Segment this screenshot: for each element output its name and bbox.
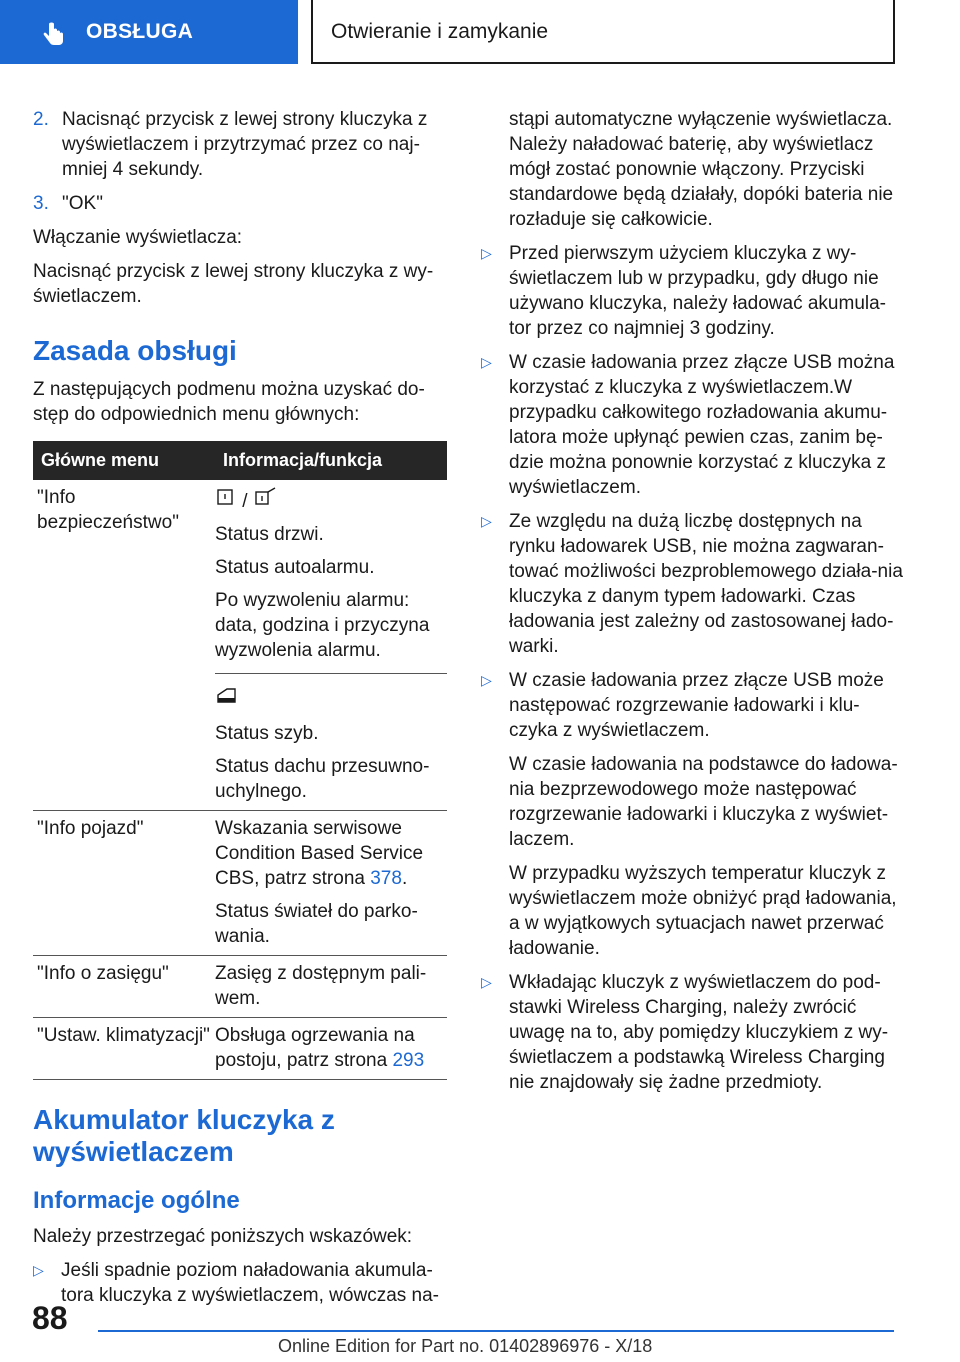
heading-battery: Akumulator kluczyka z wyświetlaczem bbox=[33, 1104, 335, 1167]
function-text: Zasięg z dostępnym pali-wem. bbox=[215, 963, 427, 1009]
step-number: 3. bbox=[33, 193, 49, 214]
window-icon bbox=[215, 686, 239, 706]
window-icon-line bbox=[215, 686, 447, 713]
table-row bbox=[33, 1018, 447, 1080]
bullet-text: Jeśli spadnie poziom naładowania akumula-tora kluczyka z wyświetlaczem, wówczas na- bbox=[61, 1260, 439, 1306]
menu-table bbox=[33, 441, 447, 1080]
general-text: Należy przestrzegać poniższych wskazówek: bbox=[33, 1226, 413, 1247]
table-row bbox=[33, 811, 447, 956]
bullet-text: W czasie ładowania przez złącze USB można korzystać z kluczyka z wyświetlaczem.W przypadku całkowitego rozładowania akumu-latora może upłynąć pewien czas, zanim bę-dzie można ponownie korzystać z kluczyka z wyświetlaczem. bbox=[509, 352, 895, 498]
function-text: Status dachu przesuwno-uchylnego. bbox=[215, 756, 430, 802]
function-text: Status świateł do parko-wania. bbox=[215, 901, 418, 947]
hand-pointer-icon bbox=[40, 22, 66, 48]
chapter-header bbox=[311, 0, 895, 64]
bullet-item bbox=[481, 970, 904, 1095]
bullet-triangle-icon: ▷ bbox=[481, 245, 492, 261]
bullet-item bbox=[33, 1258, 447, 1308]
table-row bbox=[33, 956, 447, 1018]
function-text: Status drzwi. bbox=[215, 524, 324, 545]
bullet-triangle-icon: ▷ bbox=[481, 672, 492, 688]
step-text: Nacisnąć przycisk z lewej strony kluczyka z wyświetlaczem i przytrzymać przez co naj-mniej 4 sekundy. bbox=[62, 109, 428, 180]
function-text: Status autoalarmu. bbox=[215, 557, 375, 578]
function-cell bbox=[215, 1018, 447, 1080]
table-row bbox=[33, 480, 447, 811]
bullet-item bbox=[481, 668, 904, 961]
menu-cell: "Info bezpieczeństwo" bbox=[33, 480, 215, 811]
door-closed-icon bbox=[215, 487, 237, 507]
edition-text: Online Edition for Part no. 01402896976 - X/18 bbox=[278, 1336, 653, 1356]
bullet-item bbox=[481, 241, 904, 341]
bullet-text: Przed pierwszym użyciem kluczyka z wy-świetlaczem lub w przypadku, gdy długo nie używano kluczyka, należy ładować akumula-tor przez co najmniej 3 godziny. bbox=[509, 243, 887, 339]
switch-on-text: Nacisnąć przycisk z lewej strony kluczyka z wy-świetlaczem. bbox=[33, 261, 434, 307]
bullet-text: W czasie ładowania przez złącze USB może następować rozgrzewanie ładowarki i klu-czyka z wyświetlaczem. bbox=[509, 670, 884, 741]
bullet-item bbox=[481, 509, 904, 659]
function-text: Status szyb. bbox=[215, 723, 319, 744]
menu-cell: "Ustaw. klimatyzacji" bbox=[33, 1018, 215, 1080]
bullet-triangle-icon: ▷ bbox=[481, 354, 492, 370]
function-cell bbox=[215, 480, 447, 811]
function-text: Wskazania serwisowe Condition Based Service CBS, patrz strona 378. bbox=[215, 818, 424, 889]
bullet-text: W przypadku wyższych temperatur kluczyk z wyświetlaczem może obniżyć prąd ładowania, a w wyjątkowych sytuacjach nawet przerwać ładowanie. bbox=[509, 863, 897, 959]
door-icons bbox=[215, 487, 447, 514]
page-number: 88 bbox=[32, 1300, 68, 1336]
menu-cell: "Info o zasięgu" bbox=[33, 956, 215, 1018]
column-header-function: Informacja/funkcja bbox=[215, 441, 447, 480]
right-column bbox=[481, 107, 904, 1104]
heading-principle: Zasada obsługi bbox=[33, 335, 237, 366]
bullet-text: Wkładając kluczyk z wyświetlaczem do pod-stawki Wireless Charging, należy zwrócić uwagę na to, aby pomiędzy kluczykiem z wy-świetlaczem a podstawką Wireless Charging nie znajdowały się żadne przedmioty. bbox=[509, 972, 889, 1093]
chapter-title: Otwieranie i zamykanie bbox=[331, 20, 549, 43]
function-text: Obsługa ogrzewania na postoju, patrz strona 293 bbox=[215, 1025, 425, 1071]
step-2 bbox=[33, 107, 447, 182]
step-number: 2. bbox=[33, 109, 49, 130]
step-3 bbox=[33, 191, 447, 216]
function-cell bbox=[215, 956, 447, 1018]
bullet-triangle-icon: ▷ bbox=[33, 1262, 44, 1278]
function-cell bbox=[215, 811, 447, 956]
bullet-triangle-icon: ▷ bbox=[481, 974, 492, 990]
section-label: OBSŁUGA bbox=[86, 20, 194, 43]
bullet-triangle-icon: ▷ bbox=[481, 513, 492, 529]
switch-on-label: Włączanie wyświetlacza: bbox=[33, 227, 243, 248]
heading-general: Informacje ogólne bbox=[33, 1187, 240, 1214]
bullet-text: W czasie ładowania na podstawce do ładowa-nia bezprzewodowego może następować rozgrzewanie ładowarki i kluczyka z wyświet-laczem. bbox=[509, 754, 898, 850]
menu-cell: "Info pojazd" bbox=[33, 811, 215, 956]
continued-text: stąpi automatyczne wyłączenie wyświetlacza. Należy naładować baterię, aby wyświetlacz mógł zostać ponownie włączony. Przyciski standardowe będą działały, dopóki bateria nie rozładuje się całkowicie. bbox=[509, 109, 894, 230]
page-link[interactable]: 378 bbox=[370, 868, 402, 889]
section-tab[interactable] bbox=[0, 0, 298, 64]
bullet-item bbox=[481, 350, 904, 500]
left-column bbox=[33, 107, 447, 1317]
principle-text: Z następujących podmenu można uzyskać do-stęp do odpowiednich menu głównych: bbox=[33, 379, 425, 425]
footer-rule bbox=[98, 1330, 894, 1332]
window-status-block bbox=[215, 673, 447, 804]
icon-separator: / bbox=[242, 491, 248, 512]
door-open-icon bbox=[253, 487, 279, 507]
page-link[interactable]: 293 bbox=[392, 1050, 425, 1071]
bullet-body bbox=[509, 668, 904, 961]
column-header-menu: Główne menu bbox=[33, 441, 215, 480]
bullet-text: Ze względu na dużą liczbę dostępnych na rynku ładowarek USB, nie można zagwaran-tować możliwości bezproblemowego działa-nia kluczyka z danym typem ładowarki. Czas ładowania jest zależny od zastosowanej łado-warki. bbox=[509, 511, 903, 657]
function-text: Po wyzwoleniu alarmu: data, godzina i przyczyna wyzwolenia alarmu. bbox=[215, 590, 430, 661]
step-text: "OK" bbox=[62, 193, 103, 214]
